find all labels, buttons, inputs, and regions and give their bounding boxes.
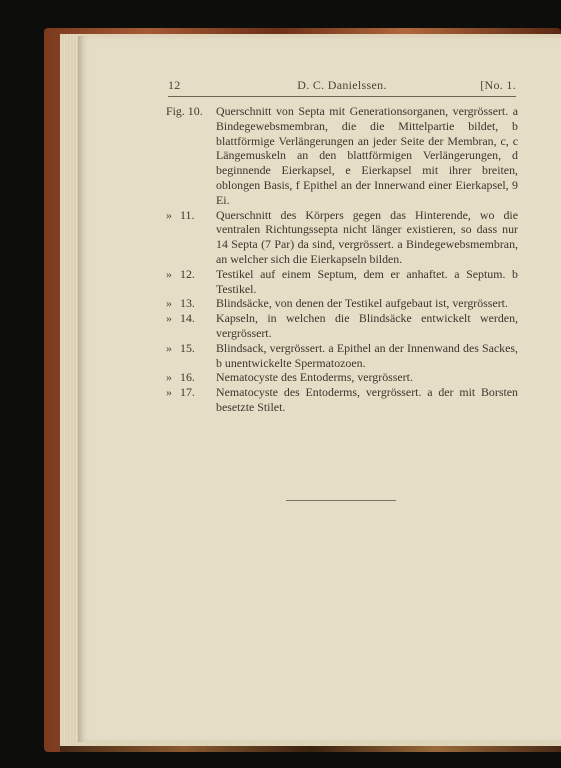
ditto-mark: » xyxy=(166,311,172,326)
figure-number: 15. xyxy=(180,340,195,355)
figure-number: 16. xyxy=(180,370,195,385)
page-number: 12 xyxy=(168,78,181,92)
figure-entry-13 xyxy=(166,296,518,311)
running-title: D. C. Danielssen. xyxy=(297,78,387,92)
figure-legend-list xyxy=(166,104,518,415)
issue-number: [No. 1. xyxy=(480,78,516,92)
ditto-mark: » xyxy=(166,296,172,311)
figure-number: 14. xyxy=(180,311,195,326)
figure-caption: Kapseln, in welchen die Blindsäcke entwickelt werden, vergrössert. xyxy=(216,311,518,340)
ditto-mark: » xyxy=(166,385,172,400)
figure-caption: Nematocyste des Entoderms, vergrössert. xyxy=(216,370,413,385)
figure-caption: Blindsäcke, von denen der Testikel aufgebaut ist, vergrössert. xyxy=(216,296,508,311)
figure-entry-15 xyxy=(166,341,518,371)
figure-caption: Querschnitt des Körpers gegen das Hinterende, wo die ventralen Richtungssepta nicht länger existieren, so dass nur 14 Septa (7 Par) da sind, vergrössert. a Bindegewebsmembran, an welcher sich die Eierkapseln bilden. xyxy=(216,207,518,266)
figure-number: Fig. 10. xyxy=(166,104,203,118)
figure-number: 17. xyxy=(180,385,195,400)
figure-entry-16 xyxy=(166,370,518,385)
ditto-mark: » xyxy=(166,340,172,355)
figure-number: 13. xyxy=(180,296,195,311)
figure-number: 11. xyxy=(180,207,195,222)
header-rule xyxy=(168,96,516,97)
figure-entry-11 xyxy=(166,208,518,267)
figure-caption: Testikel auf einem Septum, dem er anhaftet. a Septum. b Testikel. xyxy=(216,266,518,296)
figure-entry-14 xyxy=(166,311,518,341)
ditto-mark: » xyxy=(166,266,172,281)
ditto-mark: » xyxy=(166,370,172,385)
figure-caption: Nematocyste des Entoderms, vergrössert. a der mit Borsten besetzte Stilet. xyxy=(216,385,518,414)
running-header xyxy=(168,78,516,96)
ditto-mark: » xyxy=(166,207,172,222)
end-rule xyxy=(286,500,396,501)
figure-entry-10 xyxy=(166,104,518,208)
figure-caption: Blindsack, vergrössert. a Epithel an der Innenwand des Sackes, b unentwickelte Spermatozoen. xyxy=(216,340,518,370)
figure-entry-17 xyxy=(166,385,518,415)
figure-number: 12. xyxy=(180,266,195,281)
figure-caption: Querschnitt von Septa mit Generationsorganen, vergrössert. a Bindegewebsmembran, die die Mittelpartie bildet, b blattförmige Verlängerungen an jeder Seite der Membran, c, c Längemuskeln an den blattförmigen Verlängerungen, d beginnende Eierkapsel, e Eierkapsel mit ihrer breiten, oblongen Basis, f Epithel an der Innerwand einer Eierkapsel, 9 Ei. xyxy=(216,104,518,207)
figure-entry-12 xyxy=(166,267,518,297)
